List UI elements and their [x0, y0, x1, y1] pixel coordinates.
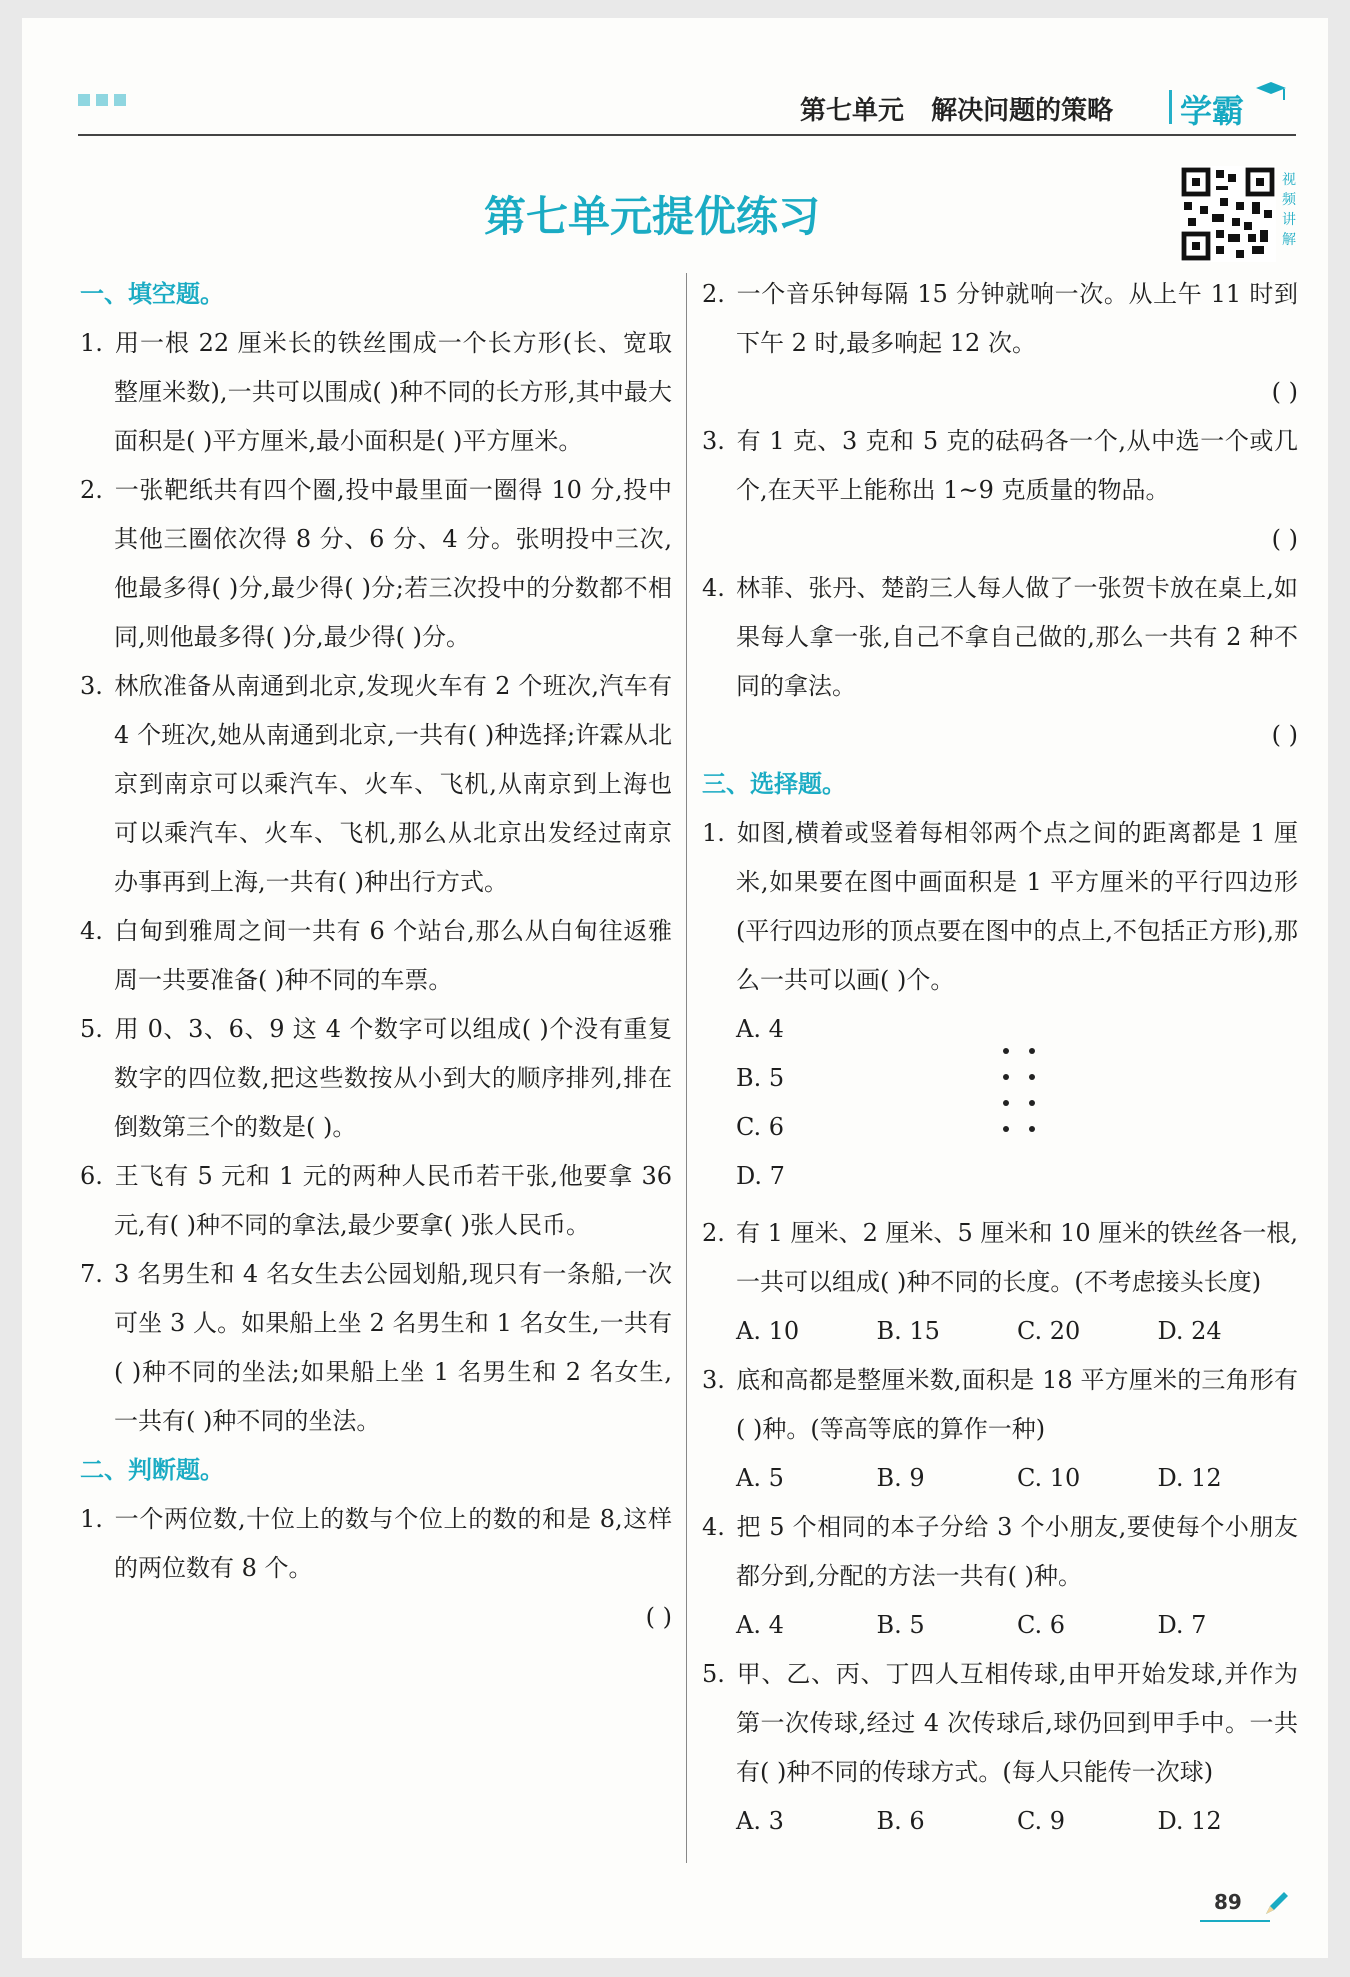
answer-blank[interactable]: ( ) [645, 1603, 672, 1631]
option-b[interactable]: B. 5 [736, 1064, 785, 1092]
right-column [702, 270, 1298, 1846]
choice-question-5: 5. 甲、乙、丙、丁四人互相传球,由甲开始发球,并作为第一次传球,经过 4 次传球后,球仍回到甲手中。一共有( )种不同的传球方式。(每人只能传一次球) [702, 1660, 1298, 1786]
option-c[interactable]: C. 20 [1017, 1317, 1081, 1345]
option-a[interactable]: A. 10 [736, 1317, 800, 1345]
brand-logo: 学霸 [1180, 92, 1245, 130]
option-b[interactable]: B. 6 [876, 1807, 925, 1835]
option-c[interactable]: C. 10 [1017, 1464, 1081, 1492]
option-d[interactable]: D. 24 [1157, 1317, 1222, 1345]
qr-caption: 视频讲解 [1282, 172, 1296, 248]
page-number: 89 [1214, 1890, 1242, 1914]
choice-1-options [702, 1005, 1298, 1201]
choice-question-1: 1. 如图,横着或竖着每相邻两个点之间的距离都是 1 厘米,如果要在图中画面积是 1 平方厘米的平行四边形(平行四边形的顶点要在图中的点上,不包括正方形),那么一共可以画( )个。 [702, 819, 1298, 994]
page-title: 第七单元提优练习 [483, 192, 820, 241]
column-divider [686, 273, 687, 1863]
fill-question-3: 3. 林欣准备从南通到北京,发现火车有 2 个班次,汽车有 4 个班次,她从南通到北京,一共有( )种选择;许霖从北京到南京可以乘汽车、火车、飞机,从南京到上海也可以乘汽车、火车、飞机,那么从北京出发经过南京办事再到上海,一共有( )种出行方式。 [80, 672, 672, 896]
qr-code-icon[interactable] [1180, 166, 1276, 262]
page-number-underline [1200, 1920, 1270, 1922]
fill-question-5: 5. 用 0、3、6、9 这 4 个数字可以组成( )个没有重复数字的四位数,把这些数按从小到大的顺序排列,排在倒数第三个的数是( )。 [80, 1015, 672, 1141]
left-column [80, 270, 672, 1642]
graduation-cap-icon [1254, 80, 1288, 106]
fill-question-7: 7. 3 名男生和 4 名女生去公园划船,现只有一条船,一次可坐 3 人。如果船上坐 2 名男生和 1 名女生,一共有( )种不同的坐法;如果船上坐 1 名男生和 2 名女生,一共有( )种不同的坐法。 [80, 1260, 672, 1435]
option-d[interactable]: D. 12 [1157, 1464, 1222, 1492]
option-d[interactable]: D. 7 [736, 1162, 785, 1190]
option-d[interactable]: D. 7 [1157, 1611, 1207, 1639]
option-c[interactable]: C. 6 [736, 1113, 785, 1141]
dot-grid-figure [992, 1025, 1052, 1145]
option-b[interactable]: B. 5 [876, 1611, 925, 1639]
pencil-icon [1262, 1888, 1292, 1918]
header-unit-title: 第七单元 解决问题的策略 [800, 96, 1114, 126]
option-a[interactable]: A. 3 [736, 1807, 784, 1835]
answer-blank[interactable]: ( ) [1271, 378, 1298, 406]
option-b[interactable]: B. 15 [876, 1317, 940, 1345]
option-d[interactable]: D. 12 [1157, 1807, 1222, 1835]
header-rule [78, 134, 1296, 136]
fill-question-4: 4. 白甸到雅周之间一共有 6 个站台,那么从白甸往返雅周一共要准备( )种不同的车票。 [80, 917, 672, 994]
choice-2-options [702, 1307, 1298, 1356]
section-title-fill: 一、填空题。 [80, 280, 224, 308]
judge-question-2: 2. 一个音乐钟每隔 15 分钟就响一次。从上午 11 时到下午 2 时,最多响起 12 次。 ( ) [702, 270, 1298, 417]
fill-question-2: 2. 一张靶纸共有四个圈,投中最里面一圈得 10 分,投中其他三圈依次得 8 分、6 分、4 分。张明投中三次,他最多得( )分,最少得( )分;若三次投中的分数都不相同,则他最多得( )分,最少得( )分。 [80, 476, 672, 651]
answer-blank[interactable]: ( ) [1271, 721, 1298, 749]
choice-5-options [702, 1797, 1298, 1846]
option-a[interactable]: A. 4 [736, 1611, 784, 1639]
judge-question-3: 3. 有 1 克、3 克和 5 克的砝码各一个,从中选一个或几个,在天平上能称出 1~9 克质量的物品。 ( ) [702, 417, 1298, 564]
choice-4-options [702, 1601, 1298, 1650]
option-a[interactable]: A. 4 [736, 1015, 784, 1043]
page [22, 18, 1328, 1958]
choice-question-2: 2. 有 1 厘米、2 厘米、5 厘米和 10 厘米的铁丝各一根,一共可以组成( )种不同的长度。(不考虑接头长度) [702, 1219, 1298, 1296]
answer-blank[interactable]: ( ) [1271, 525, 1298, 553]
choice-question-4: 4. 把 5 个相同的本子分给 3 个小朋友,要使每个小朋友都分到,分配的方法一共有( )种。 [702, 1513, 1298, 1590]
judge-question-4: 4. 林菲、张丹、楚韵三人每人做了一张贺卡放在桌上,如果每人拿一张,自己不拿自己做的,那么一共有 2 种不同的拿法。 ( ) [702, 564, 1298, 760]
option-c[interactable]: C. 6 [1017, 1611, 1066, 1639]
judge-question-1: 1. 一个两位数,十位上的数与个位上的数的和是 8,这样的两位数有 8 个。 ( ) [80, 1495, 672, 1642]
choice-3-options [702, 1454, 1298, 1503]
fill-question-6: 6. 王飞有 5 元和 1 元的两种人民币若干张,他要拿 36 元,有( )种不同的拿法,最少要拿( )张人民币。 [80, 1162, 672, 1239]
section-title-choice: 三、选择题。 [702, 770, 846, 798]
section-title-judge: 二、判断题。 [80, 1456, 224, 1484]
fill-question-1: 1. 用一根 22 厘米长的铁丝围成一个长方形(长、宽取整厘米数),一共可以围成( )种不同的长方形,其中最大面积是( )平方厘米,最小面积是( )平方厘米。 [80, 329, 672, 455]
option-a[interactable]: A. 5 [736, 1464, 784, 1492]
option-c[interactable]: C. 9 [1017, 1807, 1066, 1835]
header-decoration [78, 94, 126, 106]
option-b[interactable]: B. 9 [876, 1464, 925, 1492]
choice-question-3: 3. 底和高都是整厘米数,面积是 18 平方厘米的三角形有( )种。(等高等底的算作一种) [702, 1366, 1298, 1443]
header-separator [1169, 90, 1172, 124]
